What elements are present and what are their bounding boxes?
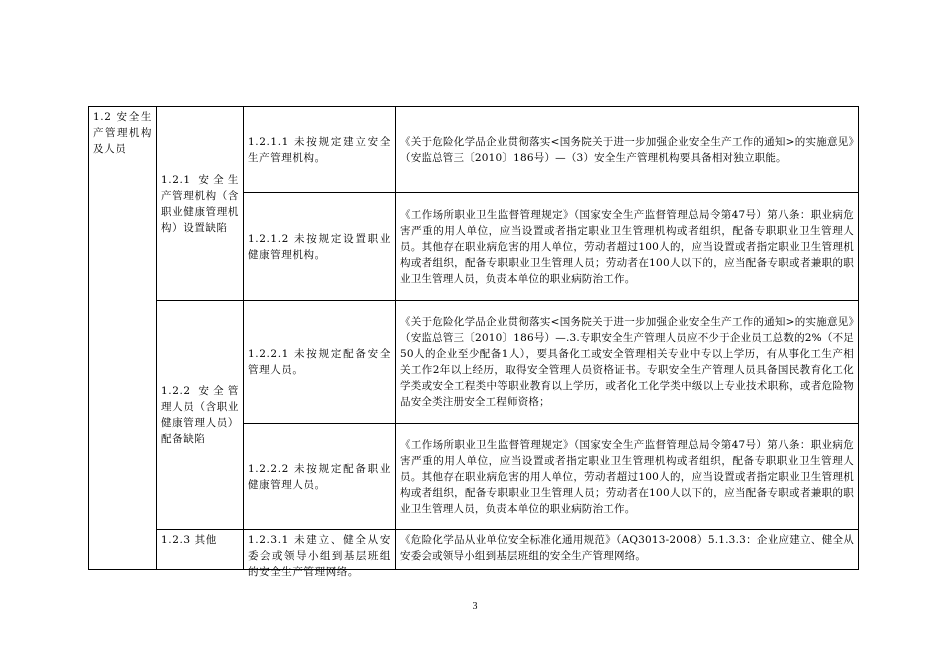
regulation-table [88, 106, 859, 578]
group-cell [157, 530, 244, 570]
item-cell [244, 301, 396, 424]
item-label: 1.2.2.2 未按规定配备职业健康管理人员。 [248, 462, 391, 491]
basis-cell [396, 301, 859, 424]
table-row [89, 107, 859, 193]
page-number: 3 [472, 601, 478, 612]
group-cell [157, 107, 244, 301]
basis-cell [396, 530, 859, 570]
item-cell [244, 424, 396, 530]
item-label: 1.2.2.1 未按规定配备安全管理人员。 [248, 348, 391, 376]
item-label: 1.2.3.1 未建立、健全从安委会或领导小组到基层班组的安全生产管理网络。 [248, 534, 391, 578]
basis-cell [396, 424, 859, 530]
basis-text: 《危险化学品从业单位安全标准化通用规范》（AQ3013-2008）5.1.3.3：企业应建立、健全从安委会或领导小组到基层班组的安全生产管理网络。 [400, 534, 854, 562]
group-cell [157, 301, 244, 530]
section-label: 1.2 安全生产管理机构及人员 [93, 111, 152, 155]
item-label: 1.2.1.1 未按规定建立安全生产管理机构。 [248, 135, 391, 164]
basis-text: 《工作场所职业卫生监督管理规定》（国家安全生产监督管理总局令第47号）第八条：职业病危害严重的用人单位，应当设置或者指定职业卫生管理机构或者组织，配备专职职业卫生管理人员。其他存在职业病危害的用人单位，劳动者超过100人的，应当设置或者指定职业卫生管理机构或者组织，配备专职职业卫生管理人员；劳动者在100人以下的，应当配备专职或者兼职的职业卫生管理人员，负责本单位的职业病防治工作。 [400, 438, 854, 515]
group-label: 1.2.1 安全生产管理机构（含职业健康管理机构）设置缺陷 [161, 173, 239, 234]
item-label: 1.2.1.2 未按规定设置职业健康管理机构。 [248, 232, 391, 261]
table-row [89, 301, 859, 424]
group-label: 1.2.3 其他 [161, 534, 217, 546]
basis-cell [396, 107, 859, 193]
section-cell [89, 107, 157, 570]
table-row [89, 530, 859, 569]
item-cell [244, 107, 396, 193]
basis-text: 《工作场所职业卫生监督管理规定》（国家安全生产监督管理总局令第47号）第八条：职业病危害严重的用人单位，应当设置或者指定职业卫生管理机构或者组织，配备专职职业卫生管理人员。其他存在职业病危害的用人单位，劳动者超过100人的，应当设置或者指定职业卫生管理机构或者组织，配备专职职业卫生管理人员；劳动者在100人以下的，应当配备专职或者兼职的职业卫生管理人员，负责本单位的职业病防治工作。 [400, 208, 854, 285]
basis-text: 《关于危险化学品企业贯彻落实<国务院关于进一步加强企业安全生产工作的通知>的实施意见》（安监总管三〔2010〕186号）—（3）安全生产管理机构要具备相对独立职能。 [400, 135, 854, 164]
item-cell [244, 530, 396, 578]
group-label: 1.2.2 安全管理人员（含职业健康管理人员）配备缺陷 [161, 385, 239, 445]
item-cell [244, 193, 396, 301]
basis-cell [396, 193, 859, 301]
basis-text: 《关于危险化学品企业贯彻落实<国务院关于进一步加强企业安全生产工作的通知>的实施意见》（安监总管三〔2010〕186号）—.3.专职安全生产管理人员应不少于企业员工总数的2%（不足50人的企业至少配备1人），要具备化工或安全管理相关专业中专以上学历，有从事化工生产相关工作2年以上经历，取得安全管理人员资格证书。专职安全生产管理人员具备国民教育化工化学类或安全工程类中等职业教育以上学历，或者化工化学类中级以上专业技术职称，或者危险物品安全类注册安全工程师资格； [400, 316, 854, 408]
